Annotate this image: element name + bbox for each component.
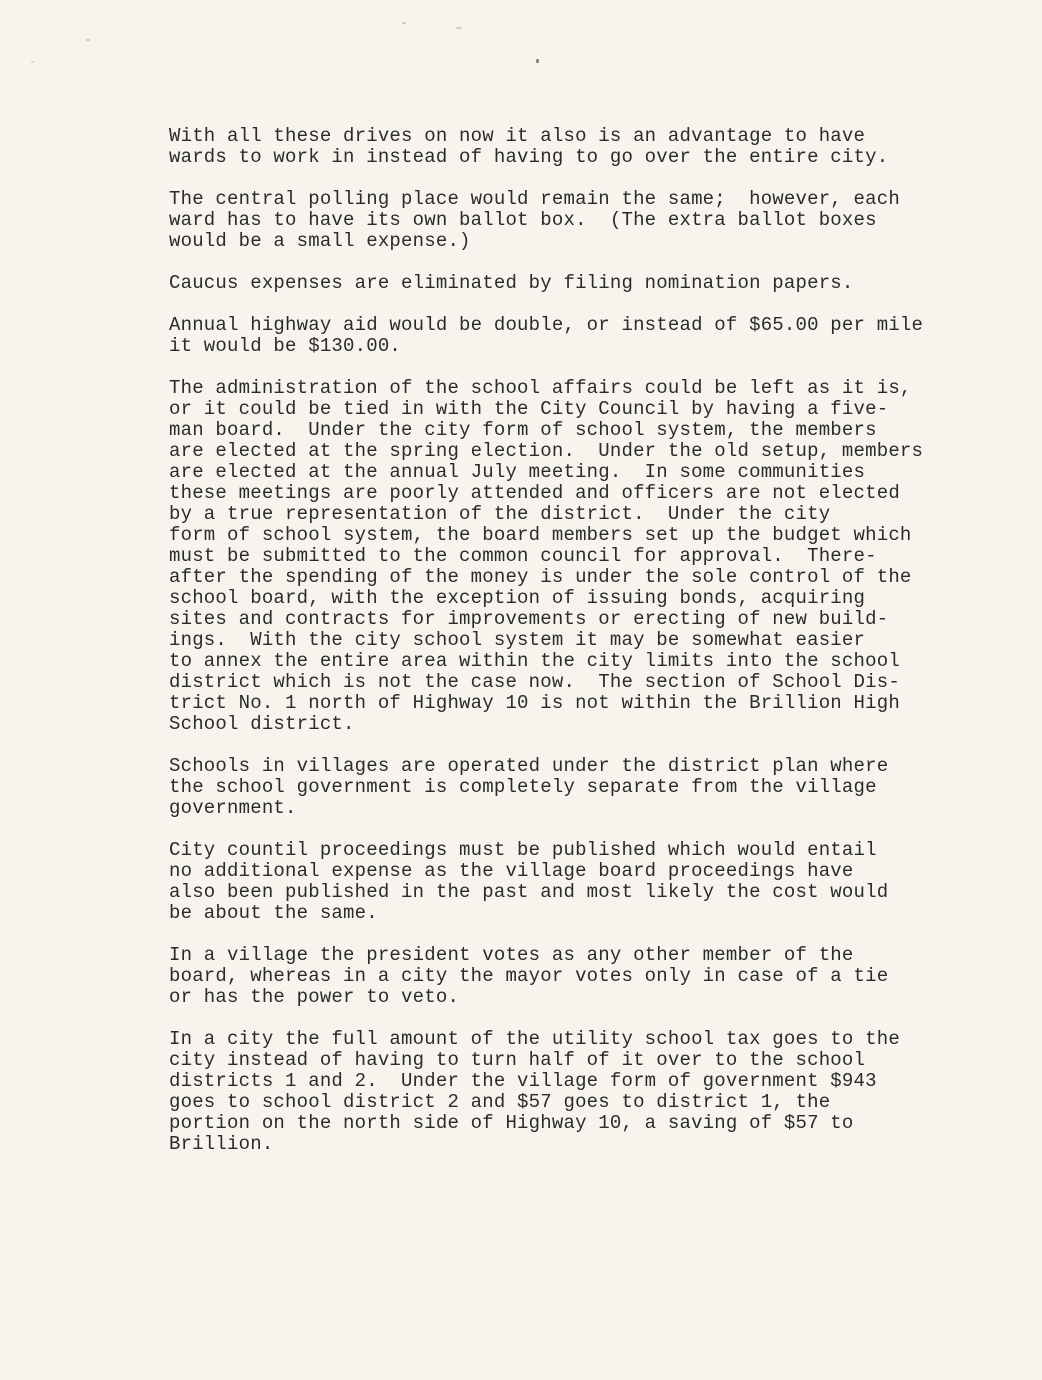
typed-letter-body: [169, 126, 1009, 1176]
text-line: or it could be tied in with the City Council by having a five-: [169, 398, 889, 420]
text-line: these meetings are poorly attended and officers are not elected: [169, 482, 900, 504]
paragraph: [169, 1029, 1009, 1155]
text-line: City countil proceedings must be published which would entail: [169, 839, 877, 861]
text-line: also been published in the past and most likely the cost would: [169, 881, 889, 903]
paragraph: [169, 189, 1009, 252]
text-line: Brillion.: [169, 1133, 274, 1155]
text-line: after the spending of the money is under the sole control of the: [169, 566, 912, 588]
text-line: by a true representation of the district. Under the city: [169, 503, 831, 525]
text-line: be about the same.: [169, 902, 378, 924]
text-line: ward has to have its own ballot box. (The extra ballot boxes: [169, 209, 877, 231]
text-line: to annex the entire area within the city limits into the school: [169, 650, 900, 672]
text-line: School district.: [169, 713, 355, 735]
text-line: wards to work in instead of having to go over the entire city.: [169, 146, 889, 168]
text-line: the school government is completely separate from the village: [169, 776, 877, 798]
text-line: form of school system, the board members set up the budget which: [169, 524, 912, 546]
text-line: school board, with the exception of issuing bonds, acquiring: [169, 587, 866, 609]
text-line: The central polling place would remain the same; however, each: [169, 188, 900, 210]
paper-speck: [456, 27, 462, 29]
text-line: are elected at the spring election. Under the old setup, members: [169, 440, 924, 462]
paragraph: [169, 840, 1009, 924]
text-line: ings. With the city school system it may be somewhat easier: [169, 629, 866, 651]
paper-speck: [402, 22, 406, 24]
paragraph: [169, 126, 1009, 168]
text-line: Schools in villages are operated under the district plan where: [169, 755, 889, 777]
paper-speck: [31, 61, 34, 63]
text-line: Caucus expenses are eliminated by filing nomination papers.: [169, 272, 854, 294]
paper-speck: [86, 39, 90, 41]
text-line: In a village the president votes as any other member of the: [169, 944, 854, 966]
text-line: are elected at the annual July meeting. In some communities: [169, 461, 866, 483]
text-line: it would be $130.00.: [169, 335, 402, 357]
text-line: sites and contracts for improvements or erecting of new build-: [169, 608, 889, 630]
text-line: The administration of the school affairs could be left as it is,: [169, 377, 912, 399]
text-line: trict No. 1 north of Highway 10 is not within the Brillion High: [169, 692, 900, 714]
text-line: no additional expense as the village board proceedings have: [169, 860, 854, 882]
paragraph: [169, 945, 1009, 1008]
text-line: would be a small expense.): [169, 230, 471, 252]
paragraph: [169, 756, 1009, 819]
text-line: In a city the full amount of the utility school tax goes to the: [169, 1028, 900, 1050]
text-line: must be submitted to the common council for approval. There-: [169, 545, 877, 567]
text-line: man board. Under the city form of school system, the members: [169, 419, 877, 441]
text-line: or has the power to veto.: [169, 986, 460, 1008]
text-line: district which is not the case now. The section of School Dis-: [169, 671, 900, 693]
text-line: government.: [169, 797, 297, 819]
paragraph: [169, 273, 1009, 294]
text-line: Annual highway aid would be double, or instead of $65.00 per mile: [169, 314, 924, 336]
paragraph: [169, 315, 1009, 357]
text-line: districts 1 and 2. Under the village form of government $943: [169, 1070, 877, 1092]
text-line: portion on the north side of Highway 10, a saving of $57 to: [169, 1112, 854, 1134]
text-line: With all these drives on now it also is an advantage to have: [169, 125, 866, 147]
paper-speck: [536, 59, 539, 63]
paragraph: [169, 378, 1009, 735]
text-line: city instead of having to turn half of it over to the school: [169, 1049, 866, 1071]
text-line: goes to school district 2 and $57 goes to district 1, the: [169, 1091, 831, 1113]
text-line: board, whereas in a city the mayor votes only in case of a tie: [169, 965, 889, 987]
